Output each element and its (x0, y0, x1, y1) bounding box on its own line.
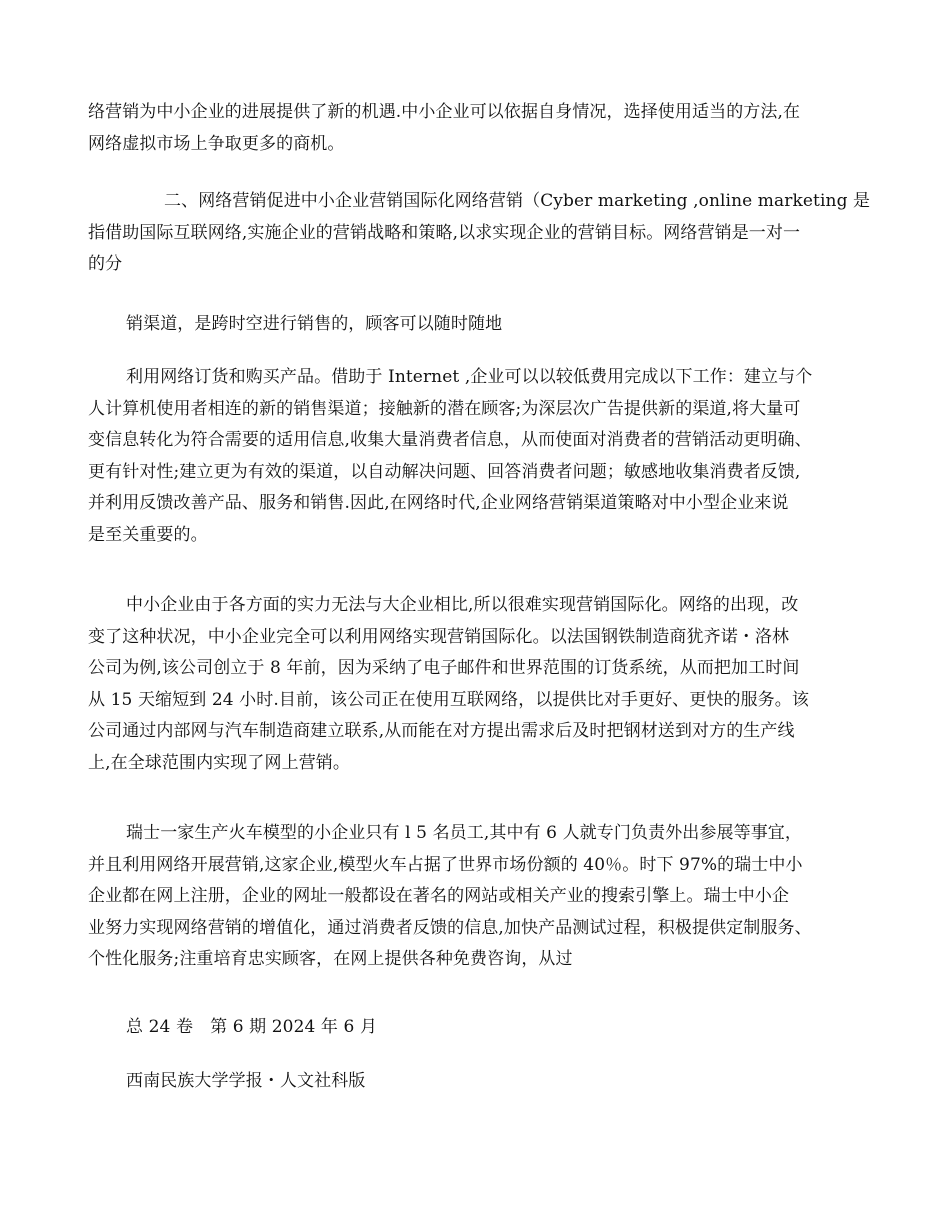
text-line: 人计算机使用者相连的新的销售渠道；接触新的潜在顾客;为深层次广告提供新的渠道,将大量可 (88, 398, 801, 419)
text-line: 是至关重要的。 (88, 524, 208, 545)
text-line: 并利用反馈改善产品、服务和销售.因此,在网络时代,企业网络营销渠道策略对中小型企业来说 (88, 493, 789, 513)
text-line: 的分 (88, 254, 123, 274)
text-line: 变了这种状况，中小企业完全可以利用网络实现营销国际化。以法国钢铁制造商犹齐诺・洛林 (88, 626, 790, 647)
text-line: 中小企业由于各方面的实力无法与大企业相比,所以很难实现营销国际化。网络的出现，改 (126, 595, 799, 615)
text-line: 西南民族大学学报・人文社科版 (126, 1071, 366, 1091)
text-line: 瑞士一家生产火车模型的小企业只有 l 5 名员工,其中有 6 人就专门负责外出参展等事宜， (126, 823, 802, 843)
text-line: 总 24 卷 第 6 期 2024 年 6 月 (126, 1017, 378, 1037)
text-line: 业努力实现网络营销的增值化，通过消费者反馈的信息,加快产品测试过程，积极提供定制服务、 (88, 917, 812, 938)
section-heading-paragraph (88, 186, 871, 281)
journal-volume-issue (88, 1012, 862, 1044)
text-line: 并且利用网络开展营销,这家企业,模型火车占据了世界市场份额的 40％。时下 97%的瑞士中小 (88, 854, 803, 875)
text-line: 上,在全球范围内实现了网上营销。 (88, 752, 351, 773)
paragraph-swiss-example (88, 818, 862, 976)
text-line: 从 15 天缩短到 24 小时.目前，该公司正在使用互联网络，以提供比对手更好、更快的服务。该 (88, 689, 809, 710)
text-line: 利用网络订货和购买产品。借助于 Internet ,企业可以以较低费用完成以下工作：建立与个 (126, 367, 813, 387)
text-line: 公司为例,该公司创立于 8 年前，因为采纳了电子邮件和世界范围的订货系统，从而把加工时间 (88, 658, 800, 678)
paragraph-channel (88, 309, 862, 341)
journal-title (88, 1066, 862, 1098)
text-line: 更有针对性;建立更为有效的渠道，以自动解决问题、回答消费者问题；敏感地收集消费者反馈, (88, 461, 801, 482)
text-line: 二、网络营销促进中小企业营销国际化网络营销（Cyber marketing ,online marketing 是 (164, 191, 871, 211)
paragraph-internet (88, 362, 862, 551)
text-line: 络营销为中小企业的进展提供了新的机遇.中小企业可以依据自身情况，选择使用适当的方法,在 (88, 102, 801, 122)
text-line: 网络虚拟市场上争取更多的商机。 (88, 133, 345, 154)
text-line: 变信息转化为符合需要的适用信息,收集大量消费者信息，从而使面对消费者的营销活动更明确、 (88, 430, 812, 450)
text-line: 公司通过内部网与汽车制造商建立联系,从而能在对方提出需求后及时把钢材送到对方的生产线 (88, 721, 795, 741)
text-line: 销渠道，是跨时空进行销售的，顾客可以随时随地 (126, 314, 503, 334)
paragraph-internationalization (88, 590, 862, 779)
text-line: 指借助国际互联网络,实施企业的营销战略和策略,以求实现企业的营销目标。网络营销是一对一 (88, 222, 801, 243)
text-line: 企业都在网上注册，企业的网址一般都设在著名的网站或相关产业的搜索引擎上。瑞士中小企 (88, 886, 790, 906)
text-line: 个性化服务;注重培育忠实顾客，在网上提供各种免费咨询，从过 (88, 949, 573, 969)
paragraph-intro-continued (88, 97, 862, 160)
